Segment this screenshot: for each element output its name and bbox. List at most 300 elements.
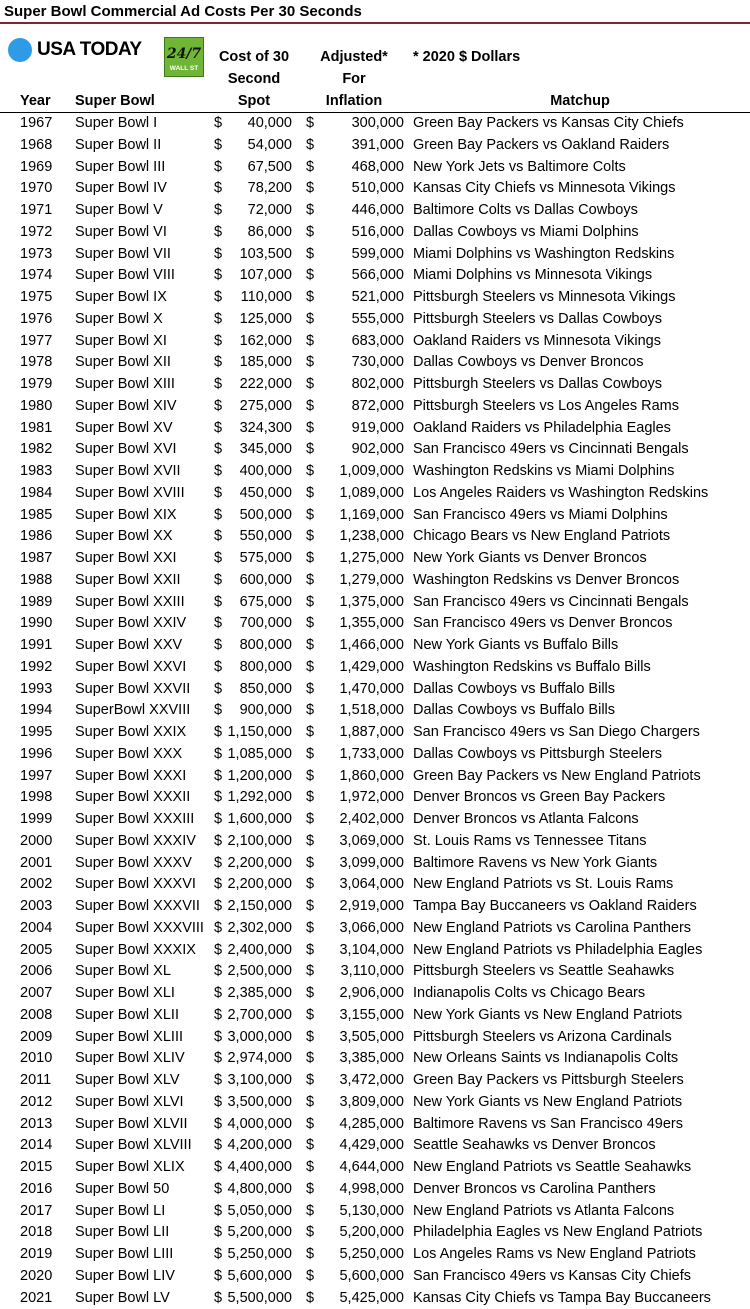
cost-cell: 600,000 — [240, 572, 292, 588]
super-bowl-cell: Super Bowl XXIX — [75, 724, 186, 740]
cost-currency-symbol: $ — [214, 1290, 222, 1306]
table-row — [0, 505, 750, 527]
cost-cell: 800,000 — [240, 637, 292, 653]
cost-cell: 2,385,000 — [227, 985, 292, 1001]
year-cell: 1976 — [20, 311, 52, 327]
header-year: Year — [20, 90, 51, 112]
table-row — [0, 178, 750, 200]
cost-cell: 2,500,000 — [227, 963, 292, 979]
cost-currency-symbol: $ — [214, 507, 222, 523]
adjusted-currency-symbol: $ — [306, 333, 314, 349]
table-row — [0, 874, 750, 896]
adjusted-cost-cell: 2,919,000 — [339, 898, 404, 914]
cost-currency-symbol: $ — [214, 615, 222, 631]
adjusted-currency-symbol: $ — [306, 528, 314, 544]
matchup-cell: Green Bay Packers vs Pittsburgh Steelers — [413, 1072, 684, 1088]
super-bowl-cell: Super Bowl XLII — [75, 1007, 179, 1023]
adjusted-cost-cell: 902,000 — [352, 441, 404, 457]
table-row — [0, 439, 750, 461]
adjusted-cost-cell: 1,279,000 — [339, 572, 404, 588]
table-row — [0, 722, 750, 744]
cost-cell: 1,150,000 — [227, 724, 292, 740]
super-bowl-cell: Super Bowl XXXIV — [75, 833, 196, 849]
year-cell: 1984 — [20, 485, 52, 501]
cost-cell: 400,000 — [240, 463, 292, 479]
cost-cell: 3,000,000 — [227, 1029, 292, 1045]
matchup-cell: San Francisco 49ers vs Kansas City Chiefs — [413, 1268, 691, 1284]
matchup-cell: San Francisco 49ers vs Miami Dolphins — [413, 507, 668, 523]
adjusted-cost-cell: 3,385,000 — [339, 1050, 404, 1066]
super-bowl-cell: Super Bowl XXIII — [75, 594, 185, 610]
table-row — [0, 244, 750, 266]
year-cell: 1971 — [20, 202, 52, 218]
year-cell: 1983 — [20, 463, 52, 479]
table-row — [0, 418, 750, 440]
cost-cell: 2,200,000 — [227, 855, 292, 871]
header-matchup: Matchup — [413, 90, 747, 112]
table-row — [0, 766, 750, 788]
matchup-cell: Baltimore Colts vs Dallas Cowboys — [413, 202, 638, 218]
cost-currency-symbol: $ — [214, 224, 222, 240]
cost-currency-symbol: $ — [214, 267, 222, 283]
year-cell: 1998 — [20, 789, 52, 805]
matchup-cell: Pittsburgh Steelers vs Seattle Seahawks — [413, 963, 674, 979]
table-row — [0, 592, 750, 614]
super-bowl-cell: Super Bowl XIV — [75, 398, 177, 414]
super-bowl-cell: Super Bowl XXXVI — [75, 876, 196, 892]
wall-st-logo-text: WALL ST — [170, 65, 198, 72]
year-cell: 1970 — [20, 180, 52, 196]
year-cell: 2013 — [20, 1116, 52, 1132]
super-bowl-cell: Super Bowl XXXII — [75, 789, 190, 805]
super-bowl-cell: Super Bowl XLVII — [75, 1116, 188, 1132]
table-row — [0, 1244, 750, 1266]
table-row — [0, 135, 750, 157]
cost-cell: 345,000 — [240, 441, 292, 457]
super-bowl-cell: Super Bowl LII — [75, 1224, 169, 1240]
matchup-cell: Dallas Cowboys vs Denver Broncos — [413, 354, 643, 370]
adjusted-cost-cell: 2,906,000 — [339, 985, 404, 1001]
adjusted-currency-symbol: $ — [306, 942, 314, 958]
adjusted-cost-cell: 1,238,000 — [339, 528, 404, 544]
adjusted-cost-cell: 4,998,000 — [339, 1181, 404, 1197]
adjusted-cost-cell: 566,000 — [352, 267, 404, 283]
cost-currency-symbol: $ — [214, 572, 222, 588]
cost-currency-symbol: $ — [214, 681, 222, 697]
header-adjusted-line2: For — [306, 68, 402, 90]
adjusted-cost-cell: 468,000 — [352, 159, 404, 175]
super-bowl-cell: Super Bowl XLIV — [75, 1050, 185, 1066]
super-bowl-cell: Super Bowl VIII — [75, 267, 175, 283]
year-cell: 1994 — [20, 702, 52, 718]
table-row — [0, 896, 750, 918]
adjusted-currency-symbol: $ — [306, 920, 314, 936]
cost-currency-symbol: $ — [214, 333, 222, 349]
cost-cell: 5,200,000 — [227, 1224, 292, 1240]
cost-currency-symbol: $ — [214, 811, 222, 827]
adjusted-currency-symbol: $ — [306, 594, 314, 610]
cost-currency-symbol: $ — [214, 1072, 222, 1088]
matchup-cell: Pittsburgh Steelers vs Los Angeles Rams — [413, 398, 679, 414]
cost-currency-symbol: $ — [214, 637, 222, 653]
super-bowl-cell: Super Bowl XX — [75, 528, 173, 544]
matchup-cell: San Francisco 49ers vs San Diego Chargers — [413, 724, 700, 740]
super-bowl-cell: Super Bowl XVI — [75, 441, 177, 457]
cost-currency-symbol: $ — [214, 1116, 222, 1132]
cost-currency-symbol: $ — [214, 485, 222, 501]
cost-currency-symbol: $ — [214, 1159, 222, 1175]
cost-currency-symbol: $ — [214, 1203, 222, 1219]
cost-currency-symbol: $ — [214, 1050, 222, 1066]
super-bowl-cell: Super Bowl XXXVII — [75, 898, 200, 914]
adjusted-currency-symbol: $ — [306, 485, 314, 501]
adjusted-currency-symbol: $ — [306, 1181, 314, 1197]
cost-cell: 1,600,000 — [227, 811, 292, 827]
adjusted-currency-symbol: $ — [306, 1050, 314, 1066]
adjusted-cost-cell: 446,000 — [352, 202, 404, 218]
cost-cell: 222,000 — [240, 376, 292, 392]
cost-currency-symbol: $ — [214, 963, 222, 979]
header-adjusted — [306, 46, 402, 112]
cost-currency-symbol: $ — [214, 115, 222, 131]
cost-cell: 1,292,000 — [227, 789, 292, 805]
super-bowl-cell: Super Bowl XXVII — [75, 681, 190, 697]
table-row — [0, 396, 750, 418]
super-bowl-cell: Super Bowl LI — [75, 1203, 165, 1219]
table-row — [0, 1005, 750, 1027]
adjusted-currency-symbol: $ — [306, 289, 314, 305]
year-cell: 2002 — [20, 876, 52, 892]
adjusted-currency-symbol: $ — [306, 789, 314, 805]
adjusted-currency-symbol: $ — [306, 550, 314, 566]
super-bowl-cell: Super Bowl III — [75, 159, 165, 175]
table-row — [0, 1092, 750, 1114]
cost-currency-symbol: $ — [214, 137, 222, 153]
cost-cell: 1,085,000 — [227, 746, 292, 762]
adjusted-cost-cell: 1,355,000 — [339, 615, 404, 631]
cost-currency-symbol: $ — [214, 876, 222, 892]
adjusted-cost-cell: 872,000 — [352, 398, 404, 414]
adjusted-currency-symbol: $ — [306, 724, 314, 740]
matchup-cell: St. Louis Rams vs Tennessee Titans — [413, 833, 646, 849]
matchup-cell: New York Giants vs New England Patriots — [413, 1094, 682, 1110]
year-cell: 2008 — [20, 1007, 52, 1023]
table-row — [0, 1048, 750, 1070]
matchup-cell: Miami Dolphins vs Minnesota Vikings — [413, 267, 652, 283]
cost-currency-symbol: $ — [214, 898, 222, 914]
matchup-cell: Oakland Raiders vs Minnesota Vikings — [413, 333, 661, 349]
cost-currency-symbol: $ — [214, 746, 222, 762]
adjusted-cost-cell: 1,169,000 — [339, 507, 404, 523]
matchup-cell: New England Patriots vs Atlanta Falcons — [413, 1203, 674, 1219]
cost-cell: 107,000 — [240, 267, 292, 283]
super-bowl-cell: Super Bowl XLIX — [75, 1159, 185, 1175]
matchup-cell: New York Giants vs New England Patriots — [413, 1007, 682, 1023]
super-bowl-cell: Super Bowl 50 — [75, 1181, 169, 1197]
header-cost — [206, 46, 302, 112]
adjusted-cost-cell: 1,429,000 — [339, 659, 404, 675]
adjusted-currency-symbol: $ — [306, 441, 314, 457]
year-cell: 2015 — [20, 1159, 52, 1175]
adjusted-currency-symbol: $ — [306, 507, 314, 523]
adjusted-currency-symbol: $ — [306, 811, 314, 827]
matchup-cell: Denver Broncos vs Atlanta Falcons — [413, 811, 639, 827]
matchup-cell: Green Bay Packers vs Kansas City Chiefs — [413, 115, 684, 131]
cost-currency-symbol: $ — [214, 376, 222, 392]
year-cell: 2007 — [20, 985, 52, 1001]
title-rule — [0, 22, 750, 24]
adjusted-cost-cell: 5,130,000 — [339, 1203, 404, 1219]
year-cell: 2012 — [20, 1094, 52, 1110]
cost-cell: 2,700,000 — [227, 1007, 292, 1023]
table-row — [0, 157, 750, 179]
cost-currency-symbol: $ — [214, 311, 222, 327]
cost-cell: 2,200,000 — [227, 876, 292, 892]
adjusted-cost-cell: 919,000 — [352, 420, 404, 436]
adjusted-cost-cell: 1,470,000 — [339, 681, 404, 697]
super-bowl-cell: SuperBowl XXVIII — [75, 702, 190, 718]
adjusted-cost-cell: 3,472,000 — [339, 1072, 404, 1088]
cost-cell: 275,000 — [240, 398, 292, 414]
cost-currency-symbol: $ — [214, 420, 222, 436]
year-cell: 1985 — [20, 507, 52, 523]
adjusted-currency-symbol: $ — [306, 855, 314, 871]
table-row — [0, 961, 750, 983]
year-cell: 2020 — [20, 1268, 52, 1284]
super-bowl-cell: Super Bowl XIII — [75, 376, 175, 392]
ad-cost-table — [0, 113, 750, 1309]
cost-cell: 2,974,000 — [227, 1050, 292, 1066]
adjusted-cost-cell: 730,000 — [352, 354, 404, 370]
table-row — [0, 831, 750, 853]
year-cell: 2001 — [20, 855, 52, 871]
year-cell: 2010 — [20, 1050, 52, 1066]
super-bowl-cell: Super Bowl XXXVIII — [75, 920, 204, 936]
matchup-cell: Washington Redskins vs Buffalo Bills — [413, 659, 651, 675]
year-cell: 2005 — [20, 942, 52, 958]
super-bowl-cell: Super Bowl X — [75, 311, 163, 327]
cost-cell: 1,200,000 — [227, 768, 292, 784]
cost-cell: 3,500,000 — [227, 1094, 292, 1110]
super-bowl-cell: Super Bowl XLV — [75, 1072, 180, 1088]
year-cell: 2018 — [20, 1224, 52, 1240]
header-cost-line1: Cost of 30 — [206, 46, 302, 68]
year-cell: 1975 — [20, 289, 52, 305]
year-cell: 1987 — [20, 550, 52, 566]
table-row — [0, 1157, 750, 1179]
table-row — [0, 461, 750, 483]
super-bowl-cell: Super Bowl XXV — [75, 637, 182, 653]
usa-today-dot-icon — [8, 38, 32, 62]
adjusted-currency-symbol: $ — [306, 224, 314, 240]
super-bowl-cell: Super Bowl VII — [75, 246, 171, 262]
adjusted-currency-symbol: $ — [306, 137, 314, 153]
cost-currency-symbol: $ — [214, 1181, 222, 1197]
adjusted-cost-cell: 1,860,000 — [339, 768, 404, 784]
year-cell: 1977 — [20, 333, 52, 349]
adjusted-currency-symbol: $ — [306, 768, 314, 784]
cost-cell: 78,200 — [248, 180, 292, 196]
cost-cell: 103,500 — [240, 246, 292, 262]
adjusted-currency-symbol: $ — [306, 746, 314, 762]
cost-cell: 5,600,000 — [227, 1268, 292, 1284]
cost-currency-symbol: $ — [214, 702, 222, 718]
adjusted-currency-symbol: $ — [306, 1029, 314, 1045]
year-cell: 2004 — [20, 920, 52, 936]
adjusted-currency-symbol: $ — [306, 202, 314, 218]
year-cell: 2014 — [20, 1137, 52, 1153]
usa-today-wordmark: USA TODAY — [37, 39, 142, 61]
year-cell: 1973 — [20, 246, 52, 262]
table-row — [0, 1288, 750, 1309]
year-cell: 2021 — [20, 1290, 52, 1306]
year-cell: 2019 — [20, 1246, 52, 1262]
super-bowl-cell: Super Bowl XLIII — [75, 1029, 183, 1045]
cost-currency-symbol: $ — [214, 724, 222, 740]
adjusted-currency-symbol: $ — [306, 572, 314, 588]
year-cell: 1995 — [20, 724, 52, 740]
cost-cell: 575,000 — [240, 550, 292, 566]
cost-currency-symbol: $ — [214, 1029, 222, 1045]
super-bowl-cell: Super Bowl XII — [75, 354, 171, 370]
matchup-cell: Tampa Bay Buccaneers vs Oakland Raiders — [413, 898, 697, 914]
table-row — [0, 1114, 750, 1136]
cost-currency-symbol: $ — [214, 768, 222, 784]
adjusted-cost-cell: 4,429,000 — [339, 1137, 404, 1153]
header-adjusted-line1: Adjusted* — [306, 46, 402, 68]
table-row — [0, 1070, 750, 1092]
cost-currency-symbol: $ — [214, 855, 222, 871]
year-cell: 1968 — [20, 137, 52, 153]
cost-currency-symbol: $ — [214, 789, 222, 805]
year-cell: 1982 — [20, 441, 52, 457]
cost-cell: 4,400,000 — [227, 1159, 292, 1175]
cost-cell: 2,100,000 — [227, 833, 292, 849]
adjusted-currency-symbol: $ — [306, 398, 314, 414]
table-row — [0, 1027, 750, 1049]
table-row — [0, 1222, 750, 1244]
cost-cell: 185,000 — [240, 354, 292, 370]
adjusted-currency-symbol: $ — [306, 1137, 314, 1153]
adjusted-cost-cell: 3,066,000 — [339, 920, 404, 936]
adjusted-cost-cell: 1,275,000 — [339, 550, 404, 566]
adjusted-currency-symbol: $ — [306, 681, 314, 697]
year-cell: 1989 — [20, 594, 52, 610]
cost-cell: 2,302,000 — [227, 920, 292, 936]
super-bowl-cell: Super Bowl XVIII — [75, 485, 185, 501]
matchup-cell: New York Jets vs Baltimore Colts — [413, 159, 626, 175]
matchup-cell: Baltimore Ravens vs New York Giants — [413, 855, 657, 871]
table-row — [0, 526, 750, 548]
cost-currency-symbol: $ — [214, 833, 222, 849]
adjusted-cost-cell: 802,000 — [352, 376, 404, 392]
adjusted-cost-cell: 3,809,000 — [339, 1094, 404, 1110]
adjusted-currency-symbol: $ — [306, 267, 314, 283]
adjusted-cost-cell: 3,110,000 — [341, 963, 404, 979]
cost-cell: 4,200,000 — [227, 1137, 292, 1153]
cost-cell: 2,150,000 — [227, 898, 292, 914]
matchup-cell: Oakland Raiders vs Philadelphia Eagles — [413, 420, 671, 436]
table-row — [0, 287, 750, 309]
wall-st-logo — [164, 37, 204, 77]
cost-cell: 550,000 — [240, 528, 292, 544]
table-row — [0, 1201, 750, 1223]
cost-currency-symbol: $ — [214, 463, 222, 479]
matchup-cell: Indianapolis Colts vs Chicago Bears — [413, 985, 645, 1001]
cost-cell: 700,000 — [240, 615, 292, 631]
table-row — [0, 983, 750, 1005]
adjusted-currency-symbol: $ — [306, 246, 314, 262]
super-bowl-cell: Super Bowl IX — [75, 289, 167, 305]
matchup-cell: Denver Broncos vs Carolina Panthers — [413, 1181, 656, 1197]
matchup-cell: Los Angeles Rams vs New England Patriots — [413, 1246, 696, 1262]
table-row — [0, 940, 750, 962]
super-bowl-cell: Super Bowl LV — [75, 1290, 170, 1306]
usa-today-logo — [8, 38, 142, 62]
super-bowl-cell: Super Bowl XXVI — [75, 659, 186, 675]
year-cell: 1988 — [20, 572, 52, 588]
cost-cell: 67,500 — [248, 159, 292, 175]
adjusted-cost-cell: 5,425,000 — [339, 1290, 404, 1306]
year-cell: 2000 — [20, 833, 52, 849]
matchup-cell: Chicago Bears vs New England Patriots — [413, 528, 670, 544]
wall-st-logo-icon — [166, 39, 202, 75]
adjusted-cost-cell: 1,518,000 — [339, 702, 404, 718]
adjusted-cost-cell: 3,069,000 — [339, 833, 404, 849]
adjusted-cost-cell: 510,000 — [352, 180, 404, 196]
adjusted-cost-cell: 1,375,000 — [339, 594, 404, 610]
table-row — [0, 918, 750, 940]
table-row — [0, 744, 750, 766]
adjusted-cost-cell: 1,733,000 — [339, 746, 404, 762]
adjusted-currency-symbol: $ — [306, 702, 314, 718]
adjusted-cost-cell: 5,250,000 — [339, 1246, 404, 1262]
cost-currency-symbol: $ — [214, 1137, 222, 1153]
year-cell: 1969 — [20, 159, 52, 175]
table-row — [0, 1266, 750, 1288]
adjusted-cost-cell: 521,000 — [352, 289, 404, 305]
matchup-cell: New England Patriots vs St. Louis Rams — [413, 876, 673, 892]
adjusted-currency-symbol: $ — [306, 1094, 314, 1110]
matchup-cell: Miami Dolphins vs Washington Redskins — [413, 246, 674, 262]
table-row — [0, 570, 750, 592]
cost-cell: 850,000 — [240, 681, 292, 697]
super-bowl-cell: Super Bowl XLVIII — [75, 1137, 192, 1153]
super-bowl-cell: Super Bowl XXXIX — [75, 942, 196, 958]
super-bowl-cell: Super Bowl XL — [75, 963, 171, 979]
cost-currency-symbol: $ — [214, 920, 222, 936]
adjusted-currency-symbol: $ — [306, 311, 314, 327]
adjusted-cost-cell: 1,089,000 — [339, 485, 404, 501]
super-bowl-cell: Super Bowl LIII — [75, 1246, 173, 1262]
table-row — [0, 635, 750, 657]
year-cell: 2006 — [20, 963, 52, 979]
adjusted-currency-symbol: $ — [306, 420, 314, 436]
super-bowl-cell: Super Bowl XLI — [75, 985, 175, 1001]
super-bowl-cell: Super Bowl XXXV — [75, 855, 192, 871]
table-row — [0, 853, 750, 875]
super-bowl-cell: Super Bowl XVII — [75, 463, 181, 479]
year-cell: 1978 — [20, 354, 52, 370]
table-row — [0, 1179, 750, 1201]
super-bowl-cell: Super Bowl XXXI — [75, 768, 186, 784]
cost-cell: 72,000 — [248, 202, 292, 218]
super-bowl-cell: Super Bowl VI — [75, 224, 167, 240]
matchup-cell: Pittsburgh Steelers vs Dallas Cowboys — [413, 311, 662, 327]
year-cell: 1996 — [20, 746, 52, 762]
cost-cell: 500,000 — [240, 507, 292, 523]
table-row — [0, 200, 750, 222]
